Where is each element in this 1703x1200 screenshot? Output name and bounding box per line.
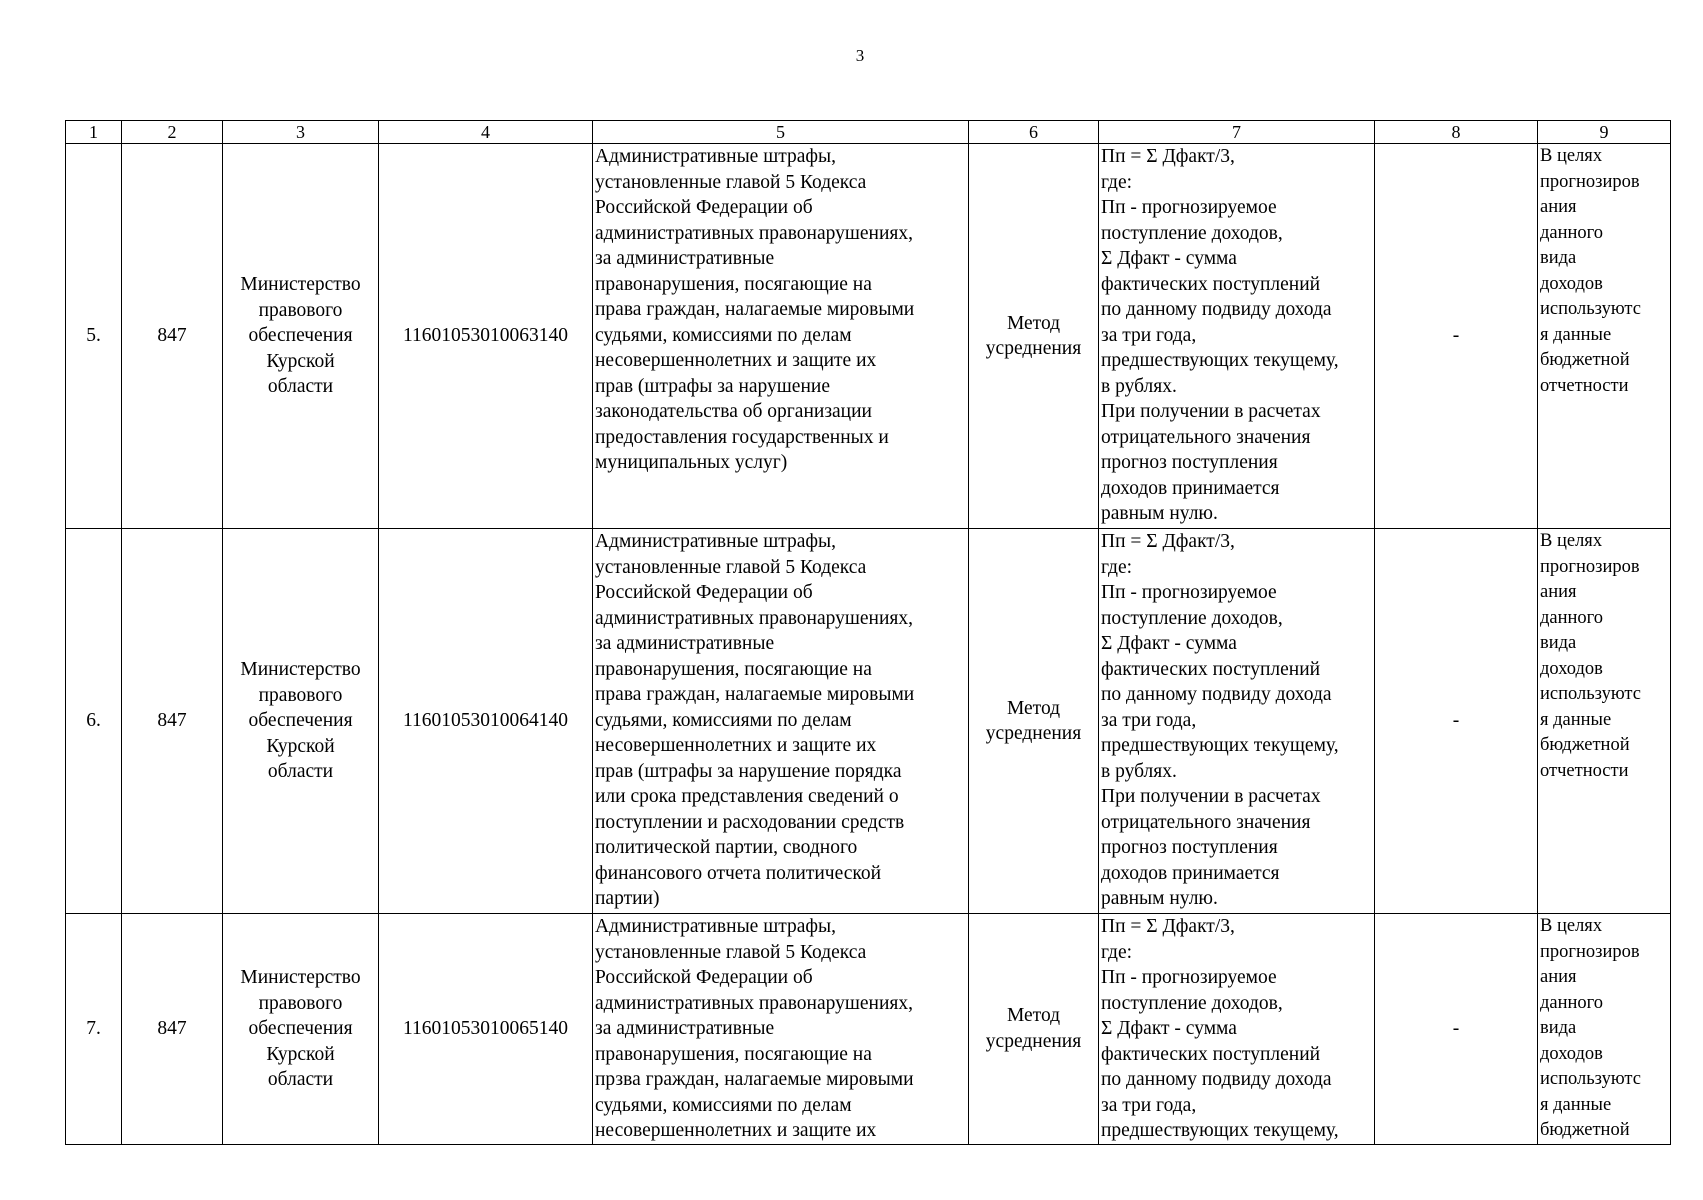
row-number: 7. <box>66 914 122 1145</box>
column-header: 2 <box>122 121 223 144</box>
column-header: 7 <box>1099 121 1375 144</box>
column-header: 9 <box>1538 121 1671 144</box>
column-header: 8 <box>1375 121 1538 144</box>
budget-classification-code: 11601053010064140 <box>379 529 593 914</box>
data-source-note: В целях прогнозиров ания данного вида доходов используютс я данные бюджетной <box>1538 914 1671 1145</box>
page-number: 3 <box>855 46 865 65</box>
calculation-formula: Пп = Σ Дфакт/3, где: Пп - прогнозируемое поступление доходов, Σ Дфакт - сумма фактических поступлений по данному подвиду дохода за три года, предшествующих текущему, в рублях. При получении в расчетах отрицательного значения прогноз поступления доходов принимается равным нулю. <box>1099 144 1375 529</box>
column-8-value: - <box>1375 529 1538 914</box>
calculation-formula: Пп = Σ Дфакт/3, где: Пп - прогнозируемое поступление доходов, Σ Дфакт - сумма фактических поступлений по данному подвиду дохода за три года, предшествующих текущему, в рублях. При получении в расчетах отрицательного значения прогноз поступления доходов принимается равным нулю. <box>1099 529 1375 914</box>
table-row <box>66 144 1671 529</box>
organization-name: Министерство правового обеспечения Курской области <box>223 144 379 529</box>
column-header: 3 <box>223 121 379 144</box>
column-header: 4 <box>379 121 593 144</box>
data-source-note: В целях прогнозиров ания данного вида доходов используютс я данные бюджетной отчетности <box>1538 144 1671 529</box>
income-description: Административные штрафы, установленные главой 5 Кодекса Российской Федерации об административных правонарушениях, за административные правонарушения, посягающие на права граждан, налагаемые мировыми судьями, комиссиями по делам несовершеннолетних и защите их прав (штрафы за нарушение законодательства об организации предоставления государственных и муниципальных услуг) <box>593 144 969 529</box>
column-8-value: - <box>1375 144 1538 529</box>
table-row <box>66 914 1671 1145</box>
data-source-note: В целях прогнозиров ания данного вида доходов используютс я данные бюджетной отчетности <box>1538 529 1671 914</box>
income-description: Административные штрафы, установленные главой 5 Кодекса Российской Федерации об административных правонарушениях, за административные правонарушения, посягающие на права граждан, налагаемые мировыми судьями, комиссиями по делам несовершеннолетних и защите их прав (штрафы за нарушение порядка или срока представления сведений о поступлении и расходовании средств политической партии, сводного финансового отчета политической партии) <box>593 529 969 914</box>
calculation-formula: Пп = Σ Дфакт/3, где: Пп - прогнозируемое поступление доходов, Σ Дфакт - сумма фактических поступлений по данному подвиду дохода за три года, предшествующих текущему, <box>1099 914 1375 1145</box>
organization-name: Министерство правового обеспечения Курской области <box>223 914 379 1145</box>
calculation-method: Метод усреднения <box>969 529 1099 914</box>
organization-name: Министерство правового обеспечения Курской области <box>223 529 379 914</box>
row-number: 6. <box>66 529 122 914</box>
table-row <box>66 529 1671 914</box>
admin-code: 847 <box>122 144 223 529</box>
column-8-value: - <box>1375 914 1538 1145</box>
income-forecast-table <box>65 120 1671 1145</box>
column-header: 1 <box>66 121 122 144</box>
calculation-method: Метод усреднения <box>969 144 1099 529</box>
column-header: 5 <box>593 121 969 144</box>
calculation-method: Метод усреднения <box>969 914 1099 1145</box>
column-number-row <box>66 121 1671 144</box>
budget-classification-code: 11601053010065140 <box>379 914 593 1145</box>
income-description: Административные штрафы, установленные главой 5 Кодекса Российской Федерации об административных правонарушениях, за административные правонарушения, посягающие на прзва граждан, налагаемые мировыми судьями, комиссиями по делам несовершеннолетних и защите их <box>593 914 969 1145</box>
budget-classification-code: 11601053010063140 <box>379 144 593 529</box>
admin-code: 847 <box>122 914 223 1145</box>
row-number: 5. <box>66 144 122 529</box>
column-header: 6 <box>969 121 1099 144</box>
admin-code: 847 <box>122 529 223 914</box>
